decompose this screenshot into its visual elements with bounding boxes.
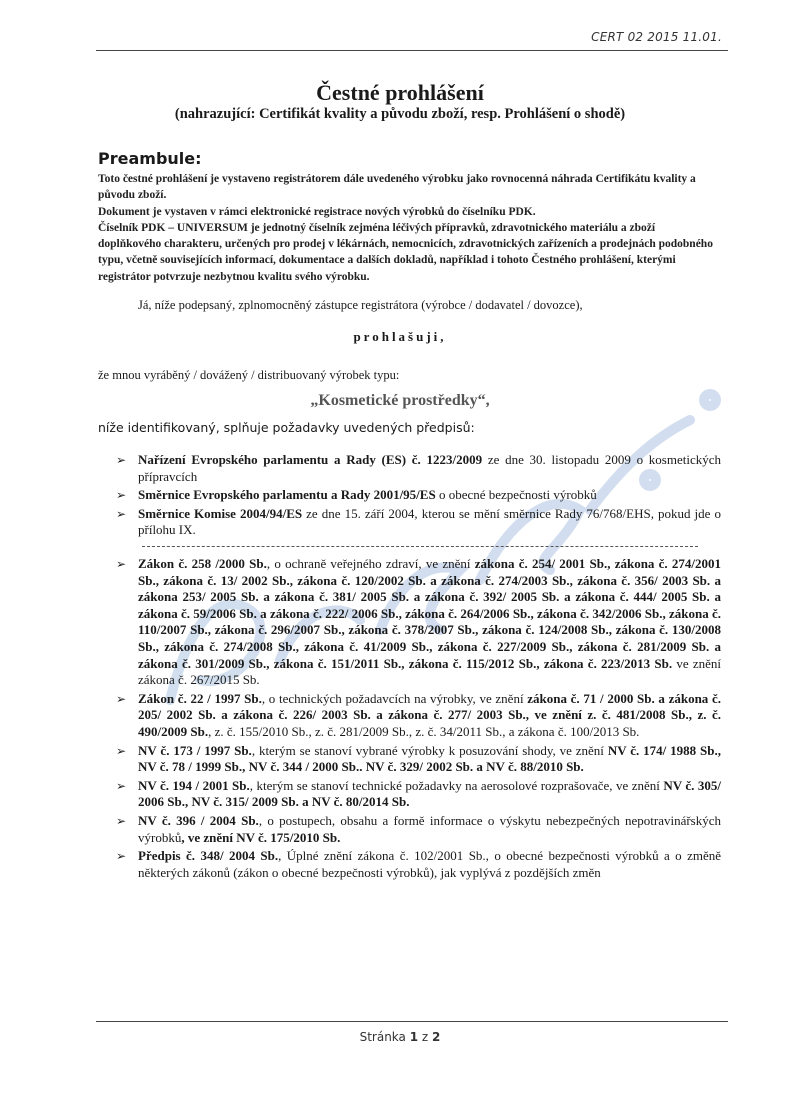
document-title: Čestné prohlášení	[316, 80, 484, 105]
list-item: ➢ Zákon č. 22 / 1997 Sb., o technických požadavcích na výrobky, ve znění zákona č. 71 / 2000 Sb. a zákona č. 205/ 2002 Sb. a zákona č. 226/ 2003 Sb. a zákona č. 277/ 2003 Sb., ve znění z. č. 481/2008 Sb., z. č. 490/2009 Sb., z. č. 155/2010 Sb., z. č. 281/2009 Sb., z. č. 34/2011 Sb., a zákona č. 100/2013 Sb.	[116, 690, 721, 739]
arrow-bullet-icon: ➢	[116, 813, 127, 828]
product-type: „Kosmetické prostředky“,	[310, 392, 490, 409]
list-item: ➢ NV č. 396 / 2004 Sb., o postupech, obsahu a formě informace o výskytu nebezpečných nepotravinářských výrobků, ve znění NV č. 175/2010 Sb.	[116, 812, 721, 845]
list-item: ➢ Směrnice Evropského parlamentu a Rady 2001/95/ES o obecné bezpečnosti výrobků	[116, 487, 597, 503]
preamble-paragraph: Číselník PDK – UNIVERSUM je jednotný číselník zejména léčivých přípravků, zdravotnického materiálu a zboží doplňkového charakteru, určených pro prodej v lékárnách, nemocnicích, zdravotnických zařízeních a prodejnách podobného typu, včetně souvisejících informací, dokumentace a dalších dokladů, například i tohoto Čestného prohlášení, kterými registrátor potvrzuje nezbytnou kvalitu svého výrobku.	[98, 221, 713, 283]
list-item: ➢ Nařízení Evropského parlamentu a Rady (ES) č. 1223/2009 ze dne 30. listopadu 2009 o kosmetických přípravcích	[116, 452, 721, 484]
arrow-bullet-icon: ➢	[116, 488, 127, 503]
list-item: ➢ Zákon č. 258 /2000 Sb., o ochraně veřejného zdraví, ve znění zákona č. 254/ 2001 Sb., zákona č. 274/2001 Sb., zákona č. 13/ 2002 Sb., zákona č. 120/2002 Sb. a zákona č. 274/2003 Sb., zákona č. 356/ 2003 Sb. a zákona 253/ 2005 Sb. a zákona č. 381/ 2005 Sb. a zákona č. 392/ 2005 Sb. a zákona č. 444/ 2005 Sb. a zákona č. 59/2006 Sb. a zákona č. 222/ 2006 Sb., zákona č. 264/2006 Sb., zákona č. 342/2006 Sb., zákona č. 110/2007 Sb., zákona č. 296/2007 Sb., zákona č. 378/2007 Sb., zákona č. 124/2008 Sb., zákona č. 130/2008 Sb., zákona č. 274/2008 Sb., zákona č. 41/2009 Sb., zákona č. 227/2009 Sb., zákona č. 281/2009 Sb. a zákona č. 301/2009 Sb., zákona č. 151/2011 Sb., zákona č. 115/2012 Sb., zákona č. 223/2013 Sb. ve znění zákona č. 267/2015 Sb.	[116, 556, 722, 688]
preamble-heading: Preambule:	[98, 149, 202, 168]
requirements-intro: níže identifikovaný, splňuje požadavky uvedených předpisů:	[98, 420, 475, 435]
product-line: že mnou vyráběný / dovážený / distribuovaný výrobek typu:	[98, 368, 400, 382]
list-item: ➢ NV č. 173 / 1997 Sb., kterým se stanoví vybrané výrobky k posuzování shody, ve znění NV č. 174/ 1988 Sb., NV č. 78 / 1999 Sb., NV č. 344 / 2000 Sb.. NV č. 329/ 2002 Sb. a NV č. 88/2010 Sb.	[116, 742, 721, 775]
eu-regulations-list	[116, 452, 721, 541]
list-item: ➢ NV č. 194 / 2001 Sb., kterým se stanoví technické požadavky na aerosolové rozprašovače, ve znění NV č. 305/ 2006 Sb., NV č. 315/ 2009 Sb. a NV č. 80/2014 Sb.	[116, 777, 721, 810]
arrow-bullet-icon: ➢	[116, 557, 127, 571]
page-counter: Stránka 1 z 2	[359, 1030, 441, 1044]
arrow-bullet-icon: ➢	[116, 506, 127, 521]
list-item: ➢ Předpis č. 348/ 2004 Sb., Úplné znění zákona č. 102/2001 Sb., o obecné bezpečnosti výrobků a o změně některých zákonů (zákon o obecné bezpečnosti výrobků), jak vyplývá z pozdějších změn	[116, 848, 721, 880]
arrow-bullet-icon: ➢	[116, 778, 127, 793]
header-divider	[96, 50, 728, 51]
preamble-paragraph: Toto čestné prohlášení je vystaveno registrátorem dále uvedeného výrobku jako rovnocenná náhrada Certifikátu kvality a původu zboží.	[98, 173, 696, 202]
document-code: CERT 02 2015 11.01.	[591, 30, 722, 44]
cz-regulations-list	[116, 556, 721, 883]
footer-divider	[96, 1021, 728, 1022]
dashed-divider	[142, 546, 698, 547]
document-subtitle: (nahrazující: Certifikát kvality a původu zboží, resp. Prohlášení o shodě)	[174, 106, 626, 122]
declarant-statement: Já, níže podepsaný, zplnomocněný zástupce registrátora (výrobce / dodavatel / dovozce),	[138, 298, 583, 312]
arrow-bullet-icon: ➢	[116, 849, 127, 864]
arrow-bullet-icon: ➢	[116, 453, 127, 467]
arrow-bullet-icon: ➢	[116, 743, 127, 758]
preamble-text	[98, 171, 718, 285]
arrow-bullet-icon: ➢	[116, 691, 127, 706]
declaration-verb: prohlašuji,	[353, 329, 447, 344]
preamble-paragraph: Dokument je vystaven v rámci elektronické registrace nových výrobků do číselníku PDK.	[98, 205, 536, 218]
list-item: ➢ Směrnice Komise 2004/94/ES ze dne 15. září 2004, kterou se mění směrnice Rady 76/768/EHS, pokud jde o přílohu IX.	[116, 505, 721, 538]
